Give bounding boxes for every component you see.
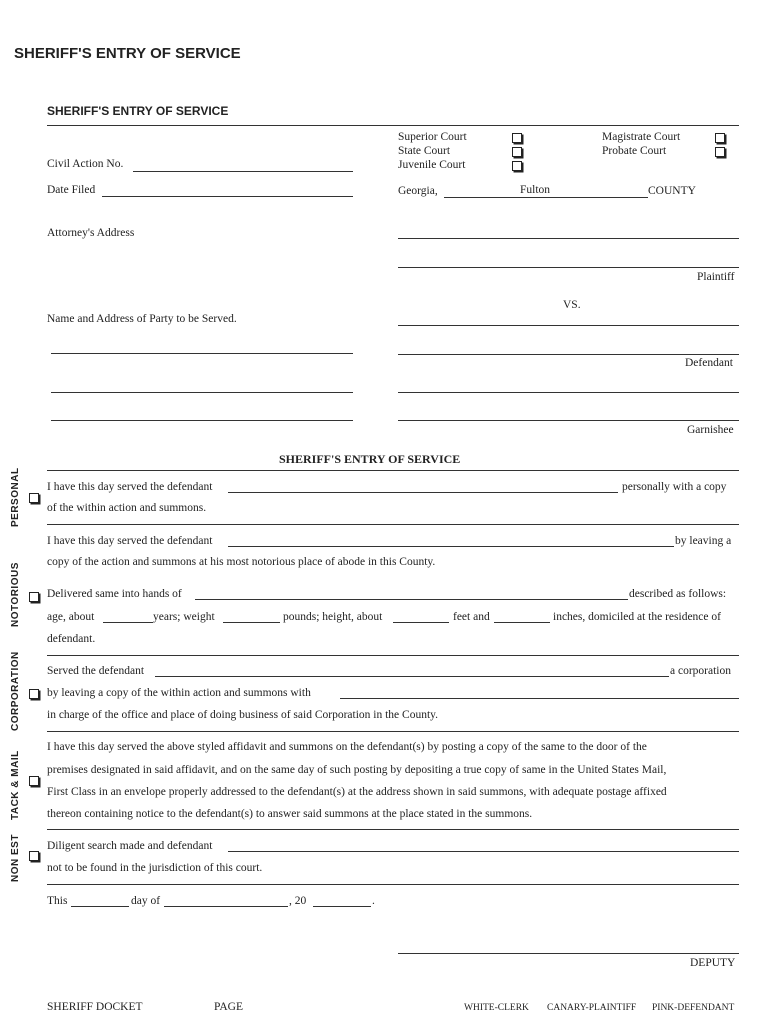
height-feet-field[interactable] <box>393 622 449 623</box>
civil-action-label: Civil Action No. <box>47 158 124 170</box>
corp-line1: Served the defendant <box>47 665 145 677</box>
plaintiff-label: Plaintiff <box>697 271 735 283</box>
personal-side-label: PERSONAL <box>10 467 21 527</box>
tack-line4: thereon containing notice to the defendant(s) to answer said summons at the place stated in the summons. <box>47 808 533 820</box>
divider <box>47 125 739 126</box>
probate-court-checkbox[interactable] <box>715 147 725 157</box>
notorious-checkbox[interactable] <box>29 592 39 602</box>
deputy-signature-field[interactable] <box>398 953 739 954</box>
state-court-checkbox[interactable] <box>512 147 522 157</box>
juvenile-court-checkbox[interactable] <box>512 161 522 171</box>
party-line-3[interactable] <box>51 420 353 421</box>
day-field[interactable] <box>71 906 129 907</box>
divider <box>47 655 739 656</box>
non-est-checkbox[interactable] <box>29 851 39 861</box>
notorious-line1: I have this day served the defendant <box>47 535 213 547</box>
sheriff-docket-label: SHERIFF DOCKET <box>47 1001 143 1013</box>
nonest-line2: not to be found in the jurisdiction of this court. <box>47 862 263 874</box>
tack-line2: premises designated in said affidavit, and on the same day of such posting by depositing a true copy of same in the United States Mail, <box>47 764 667 776</box>
garnishee-label: Garnishee <box>687 424 734 436</box>
age-field[interactable] <box>103 622 153 623</box>
tack-mail-checkbox[interactable] <box>29 776 39 786</box>
non-est-side-label: NON EST <box>10 834 21 882</box>
nonest-line1: Diligent search made and defendant <box>47 840 213 852</box>
notorious-side-label: NOTORIOUS <box>10 562 21 627</box>
delivered-to-field[interactable] <box>195 599 628 600</box>
white-clerk-label: WHITE-CLERK <box>464 1003 529 1013</box>
georgia-label: Georgia, <box>398 185 438 197</box>
divider <box>47 829 739 830</box>
tack-mail-side-label: TACK & MAIL <box>10 750 21 820</box>
notorious-line3: Delivered same into hands of <box>47 588 182 600</box>
defendant-line-2[interactable] <box>398 354 739 355</box>
party-line-1[interactable] <box>51 353 353 354</box>
probate-court-label: Probate Court <box>602 145 667 157</box>
divider <box>47 524 739 525</box>
year-field[interactable] <box>313 906 371 907</box>
corp-line3: in charge of the office and place of doing business of said Corporation in the County. <box>47 709 439 721</box>
party-line-2[interactable] <box>51 392 353 393</box>
inches-label: inches, domiciled at the residence of <box>553 611 721 623</box>
defendant-label: Defendant <box>685 357 733 369</box>
personal-line1: I have this day served the defendant <box>47 481 213 493</box>
this-label: This <box>47 895 68 907</box>
defendant-line-1[interactable] <box>398 325 739 326</box>
vs-label: VS. <box>563 299 581 311</box>
corp-line1-end: a corporation <box>670 665 731 677</box>
divider <box>47 470 739 471</box>
attorney-label: Attorney's Address <box>47 227 135 239</box>
weight-field[interactable] <box>223 622 280 623</box>
age-label: age, about <box>47 611 95 623</box>
party-served-label: Name and Address of Party to be Served. <box>47 313 237 325</box>
height-inches-field[interactable] <box>494 622 550 623</box>
date-filed-field[interactable] <box>102 196 353 197</box>
date-filed-label: Date Filed <box>47 184 96 196</box>
tack-line1: I have this day served the above styled affidavit and summons on the defendant(s) by posting a copy of the same to the door of the <box>47 741 647 753</box>
notorious-line2: copy of the action and summons at his most notorious place of abode in this County. <box>47 556 436 568</box>
plaintiff-line-1[interactable] <box>398 238 739 239</box>
period-label: . <box>372 895 375 907</box>
juvenile-court-label: Juvenile Court <box>398 159 466 171</box>
feet-label: feet and <box>453 611 490 623</box>
divider <box>47 884 739 885</box>
magistrate-court-label: Magistrate Court <box>602 131 681 143</box>
county-field[interactable] <box>444 197 648 198</box>
corp-line2: by leaving a copy of the within action and summons with <box>47 687 311 699</box>
notorious-line3-end: described as follows: <box>629 588 727 600</box>
form-title: SHERIFF'S ENTRY OF SERVICE <box>47 104 229 118</box>
corporation-side-label: CORPORATION <box>10 651 21 731</box>
canary-plaintiff-label: CANARY-PLAINTIFF <box>547 1003 637 1013</box>
section-title: SHERIFF'S ENTRY OF SERVICE <box>279 452 461 466</box>
personal-checkbox[interactable] <box>29 493 39 503</box>
superior-court-label: Superior Court <box>398 131 467 143</box>
page-title: SHERIFF'S ENTRY OF SERVICE <box>14 45 241 62</box>
plaintiff-line-2[interactable] <box>398 267 739 268</box>
month-field[interactable] <box>164 906 288 907</box>
divider <box>47 731 739 732</box>
notorious-defendant-field[interactable] <box>228 546 674 547</box>
personal-defendant-field[interactable] <box>228 492 618 493</box>
corp-defendant-field[interactable] <box>155 676 669 677</box>
day-of-label: day of <box>131 895 161 907</box>
tack-line3: First Class in an envelope properly addressed to the defendant(s) at the address shown in said summons, with adequate postage affixed <box>47 786 667 798</box>
notorious-line1-end: by leaving a <box>675 535 732 547</box>
personal-line2: of the within action and summons. <box>47 502 207 514</box>
nonest-defendant-field[interactable] <box>228 851 739 852</box>
garnishee-line-1[interactable] <box>398 392 739 393</box>
personal-line1-end: personally with a copy <box>622 481 727 493</box>
pounds-label: pounds; height, about <box>283 611 383 623</box>
pink-defendant-label: PINK-DEFENDANT <box>652 1003 735 1013</box>
years-label: years; weight <box>153 611 215 623</box>
superior-court-checkbox[interactable] <box>512 133 522 143</box>
corp-person-field[interactable] <box>340 698 739 699</box>
county-label: COUNTY <box>648 185 696 197</box>
corporation-checkbox[interactable] <box>29 689 39 699</box>
notorious-line5: defendant. <box>47 633 96 645</box>
twenty-label: , 20 <box>289 895 307 907</box>
page-label: PAGE <box>214 1001 243 1013</box>
deputy-label: DEPUTY <box>690 957 736 969</box>
civil-action-field[interactable] <box>133 171 353 172</box>
state-court-label: State Court <box>398 145 451 157</box>
county-value: Fulton <box>520 184 551 196</box>
garnishee-line-2[interactable] <box>398 420 739 421</box>
magistrate-court-checkbox[interactable] <box>715 133 725 143</box>
